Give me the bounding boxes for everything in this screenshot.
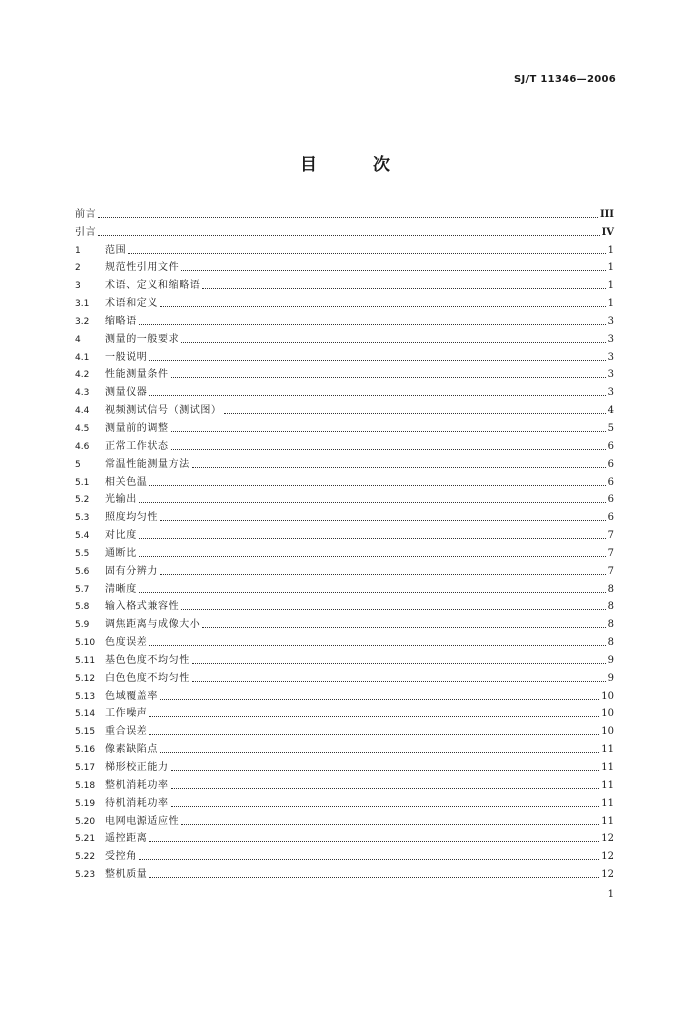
toc-entry-number: 3.2 xyxy=(75,316,90,327)
toc-entry-label: 重合误差 xyxy=(105,726,148,738)
toc-dot-leader xyxy=(160,305,606,307)
toc-entry-number: 5.19 xyxy=(75,798,96,809)
toc-entry[interactable] xyxy=(75,685,614,703)
toc-entry-page: 9 xyxy=(607,654,614,666)
toc-entry-page: 3 xyxy=(607,315,614,327)
toc-dot-leader xyxy=(224,412,606,414)
toc-entry-number: 5.11 xyxy=(75,655,96,666)
toc-entry-label: 测量仪器 xyxy=(105,387,148,399)
toc-dot-leader xyxy=(139,591,606,593)
toc-entry-number: 5.21 xyxy=(75,834,96,845)
toc-entry-page: 11 xyxy=(601,797,614,809)
toc-entry-page: 10 xyxy=(601,708,614,720)
toc-entry-page: 11 xyxy=(601,815,614,827)
toc-entry-page: 11 xyxy=(601,762,614,773)
toc-entry-page: 11 xyxy=(601,744,614,756)
toc-entry-number: 5.15 xyxy=(75,727,96,738)
toc-entry-label: 调焦距离与成像大小 xyxy=(105,619,201,631)
toc-entry-page: III xyxy=(599,208,614,220)
toc-entry-number: 5.6 xyxy=(75,566,90,577)
toc-entry-label: 缩略语 xyxy=(105,315,137,327)
toc-entry-page: 5 xyxy=(607,422,614,434)
toc-entry-page: 8 xyxy=(607,601,614,613)
toc-entry-label: 视频测试信号（测试图） xyxy=(105,405,222,417)
toc-entry-number: 4.2 xyxy=(75,370,90,381)
toc-dot-leader xyxy=(160,519,606,521)
toc-entry-number: 4.1 xyxy=(75,352,90,363)
toc-dot-leader xyxy=(192,662,606,664)
toc-entry-page: 6 xyxy=(607,494,614,506)
toc-entry-number: 5.17 xyxy=(75,763,96,773)
toc-entry-label: 电网电源适应性 xyxy=(105,815,180,827)
toc-entry-page: IV xyxy=(601,226,614,238)
toc-entry-number: 1 xyxy=(75,245,81,256)
toc-entry[interactable] xyxy=(75,524,614,542)
toc-entry-number: 3 xyxy=(75,281,81,292)
page-number: 1 xyxy=(607,889,614,900)
toc-entry-page: 8 xyxy=(607,583,614,595)
toc-entry[interactable] xyxy=(75,756,614,774)
toc-entry[interactable] xyxy=(75,578,614,596)
toc-dot-leader xyxy=(98,216,598,218)
toc-dot-leader xyxy=(171,448,606,450)
toc-entry-number: 5.8 xyxy=(75,602,90,613)
toc-dot-leader xyxy=(139,323,606,325)
toc-entry[interactable] xyxy=(75,810,614,828)
toc-dot-leader xyxy=(139,537,606,539)
toc-entry-label: 像素缺陷点 xyxy=(105,744,158,756)
toc-entry-number: 5.7 xyxy=(75,584,90,595)
toc-dot-leader xyxy=(171,805,600,807)
toc-entry-page: 3 xyxy=(607,333,614,345)
toc-entry-label: 输入格式兼容性 xyxy=(105,601,180,613)
toc-entry-page: 6 xyxy=(607,440,614,452)
toc-entry-label: 色域覆盖率 xyxy=(105,690,158,702)
toc-dot-leader xyxy=(192,680,606,682)
toc-entry-page: 8 xyxy=(607,637,614,649)
toc-entry-page: 1 xyxy=(607,244,614,256)
toc-entry[interactable] xyxy=(75,560,614,578)
toc-dot-leader xyxy=(139,555,606,557)
toc-entry[interactable] xyxy=(75,346,614,364)
toc-entry-page: 6 xyxy=(607,476,614,488)
toc-entry[interactable] xyxy=(75,542,614,560)
toc-entry-label: 遥控距离 xyxy=(105,833,148,845)
toc-entry[interactable] xyxy=(75,613,614,631)
toc-entry-label: 测量前的调整 xyxy=(105,422,169,434)
toc-entry[interactable] xyxy=(75,292,614,310)
toc-entry-page: 4 xyxy=(607,405,614,417)
toc-entry[interactable] xyxy=(75,435,614,453)
toc-entry-label: 引言 xyxy=(75,226,97,238)
toc-dot-leader xyxy=(181,269,605,271)
toc-entry-label: 通断比 xyxy=(105,547,137,559)
toc-dot-leader xyxy=(202,287,605,289)
toc-entry[interactable] xyxy=(75,506,614,524)
toc-entry-number: 5.4 xyxy=(75,531,90,542)
toc-dot-leader xyxy=(149,840,599,842)
toc-entry-number: 4 xyxy=(75,334,81,345)
toc-entry-page: 7 xyxy=(607,565,614,577)
toc-entry-number: 5.2 xyxy=(75,495,90,506)
toc-entry-label: 整机消耗功率 xyxy=(105,779,169,791)
toc-entry[interactable] xyxy=(75,399,614,417)
toc-entry[interactable] xyxy=(75,738,614,756)
toc-entry-label: 相关色温 xyxy=(105,476,148,488)
toc-entry[interactable] xyxy=(75,310,614,328)
toc-entry-number: 5.14 xyxy=(75,709,96,720)
toc-entry[interactable] xyxy=(75,417,614,435)
toc-entry-number: 5.10 xyxy=(75,638,96,649)
toc-entry-label: 整机质量 xyxy=(105,869,148,881)
toc-entry-number: 5.9 xyxy=(75,620,90,631)
toc-entry[interactable] xyxy=(75,221,614,239)
toc-entry-page: 6 xyxy=(607,512,614,524)
toc-entry-page: 1 xyxy=(607,262,614,274)
toc-entry-label: 对比度 xyxy=(105,530,137,542)
toc-entry-label: 测量的一般要求 xyxy=(105,333,180,345)
toc-entry[interactable] xyxy=(75,364,614,382)
toc-entry-label: 待机消耗功率 xyxy=(105,797,169,809)
toc-dot-leader xyxy=(160,698,599,700)
toc-entry-label: 术语和定义 xyxy=(105,298,158,310)
toc-dot-leader xyxy=(171,430,606,432)
toc-entry-number: 4.5 xyxy=(75,423,90,434)
toc-entry-label: 常温性能测量方法 xyxy=(105,458,190,470)
toc-entry-label: 色度误差 xyxy=(105,637,148,649)
toc-entry[interactable] xyxy=(75,863,614,881)
toc-entry-number: 5.12 xyxy=(75,673,96,684)
toc-entry[interactable] xyxy=(75,489,614,507)
toc-entry-label: 术语、定义和缩略语 xyxy=(105,280,201,292)
toc-dot-leader xyxy=(139,501,606,503)
toc-entry-number: 5.20 xyxy=(75,816,96,827)
toc-entry-number: 5.1 xyxy=(75,477,90,488)
toc-entry[interactable] xyxy=(75,203,614,221)
toc-entry-label: 工作噪声 xyxy=(105,708,148,720)
toc-entry[interactable] xyxy=(75,667,614,685)
toc-entry[interactable] xyxy=(75,845,614,863)
toc-dot-leader xyxy=(160,751,599,753)
toc-entry[interactable] xyxy=(75,328,614,346)
toc-entry-page: 3 xyxy=(607,387,614,399)
standard-code: SJ/T 11346—2006 xyxy=(514,74,616,85)
toc-dot-leader xyxy=(149,876,599,878)
toc-title-part2: 次 xyxy=(373,155,390,175)
toc-entry-page: 12 xyxy=(601,869,614,881)
toc-entry-label: 光输出 xyxy=(105,494,137,506)
toc-dot-leader xyxy=(192,466,606,468)
toc-entry-number: 4.6 xyxy=(75,441,90,452)
toc-entry[interactable] xyxy=(75,596,614,614)
toc-entry-number: 4.3 xyxy=(75,388,90,399)
toc-dot-leader xyxy=(149,644,605,646)
toc-entry[interactable] xyxy=(75,453,614,471)
toc-entry-number: 4.4 xyxy=(75,406,90,417)
toc-entry[interactable] xyxy=(75,828,614,846)
toc-dot-leader xyxy=(171,376,606,378)
toc-dot-leader xyxy=(98,234,599,236)
toc-entry-label: 规范性引用文件 xyxy=(105,262,180,274)
toc-entry[interactable] xyxy=(75,239,614,257)
toc-entry-label: 正常工作状态 xyxy=(105,440,169,452)
toc-entry[interactable] xyxy=(75,274,614,292)
toc-entry-page: 3 xyxy=(607,351,614,363)
toc-entry-label: 前言 xyxy=(75,208,97,220)
toc-entry-page: 6 xyxy=(607,458,614,470)
toc-dot-leader xyxy=(171,787,600,789)
toc-entry-label: 清晰度 xyxy=(105,583,137,595)
toc-dot-leader xyxy=(181,341,605,343)
toc-entry-label: 固有分辨力 xyxy=(105,565,158,577)
table-of-contents xyxy=(75,203,614,881)
toc-entry-page: 7 xyxy=(607,530,614,542)
toc-entry-page: 10 xyxy=(601,726,614,738)
toc-entry-page: 1 xyxy=(607,298,614,310)
toc-dot-leader xyxy=(160,573,606,575)
toc-entry-label: 受控角 xyxy=(105,851,137,863)
toc-entry-label: 基色色度不均匀性 xyxy=(105,654,190,666)
toc-dot-leader xyxy=(171,769,600,771)
toc-entry[interactable] xyxy=(75,381,614,399)
toc-dot-leader xyxy=(202,626,605,628)
toc-title-part1: 目 xyxy=(300,155,317,175)
toc-entry[interactable] xyxy=(75,649,614,667)
toc-dot-leader xyxy=(149,733,599,735)
toc-dot-leader xyxy=(181,608,605,610)
toc-entry-page: 8 xyxy=(607,619,614,631)
toc-entry-page: 12 xyxy=(601,851,614,863)
toc-entry-page: 10 xyxy=(601,690,614,702)
toc-dot-leader xyxy=(139,858,599,860)
toc-dot-leader xyxy=(128,252,605,254)
toc-entry[interactable] xyxy=(75,792,614,810)
toc-entry-page: 1 xyxy=(607,280,614,292)
toc-entry-page: 3 xyxy=(607,369,614,381)
toc-entry-page: 7 xyxy=(607,547,614,559)
toc-entry[interactable] xyxy=(75,631,614,649)
toc-entry-number: 5.5 xyxy=(75,548,90,559)
toc-entry-number: 5.13 xyxy=(75,691,96,702)
toc-entry-number: 3.1 xyxy=(75,299,90,310)
toc-entry-number: 5.23 xyxy=(75,870,96,881)
toc-entry-label: 照度均匀性 xyxy=(105,512,158,524)
toc-entry-label: 白色色度不均匀性 xyxy=(105,672,190,684)
toc-entry-number: 5 xyxy=(75,459,81,470)
toc-entry-page: 9 xyxy=(607,672,614,684)
toc-entry-label: 一般说明 xyxy=(105,351,148,363)
toc-entry-number: 2 xyxy=(75,263,81,274)
toc-entry-number: 5.3 xyxy=(75,513,90,524)
toc-entry-page: 11 xyxy=(601,779,614,791)
toc-dot-leader xyxy=(149,715,599,717)
toc-entry-page: 12 xyxy=(601,833,614,845)
toc-entry[interactable] xyxy=(75,720,614,738)
toc-entry[interactable] xyxy=(75,257,614,275)
toc-entry[interactable] xyxy=(75,774,614,792)
toc-dot-leader xyxy=(149,394,605,396)
toc-dot-leader xyxy=(181,823,599,825)
toc-dot-leader xyxy=(149,359,605,361)
toc-entry-label: 性能测量条件 xyxy=(105,369,169,381)
toc-dot-leader xyxy=(149,484,605,486)
toc-entry-label: 范围 xyxy=(105,244,127,256)
toc-entry-number: 5.16 xyxy=(75,745,96,756)
toc-entry-label: 梯形校正能力 xyxy=(105,762,169,773)
toc-entry[interactable] xyxy=(75,703,614,721)
toc-entry-number: 5.18 xyxy=(75,780,96,791)
toc-entry[interactable] xyxy=(75,471,614,489)
toc-entry-number: 5.22 xyxy=(75,852,96,863)
